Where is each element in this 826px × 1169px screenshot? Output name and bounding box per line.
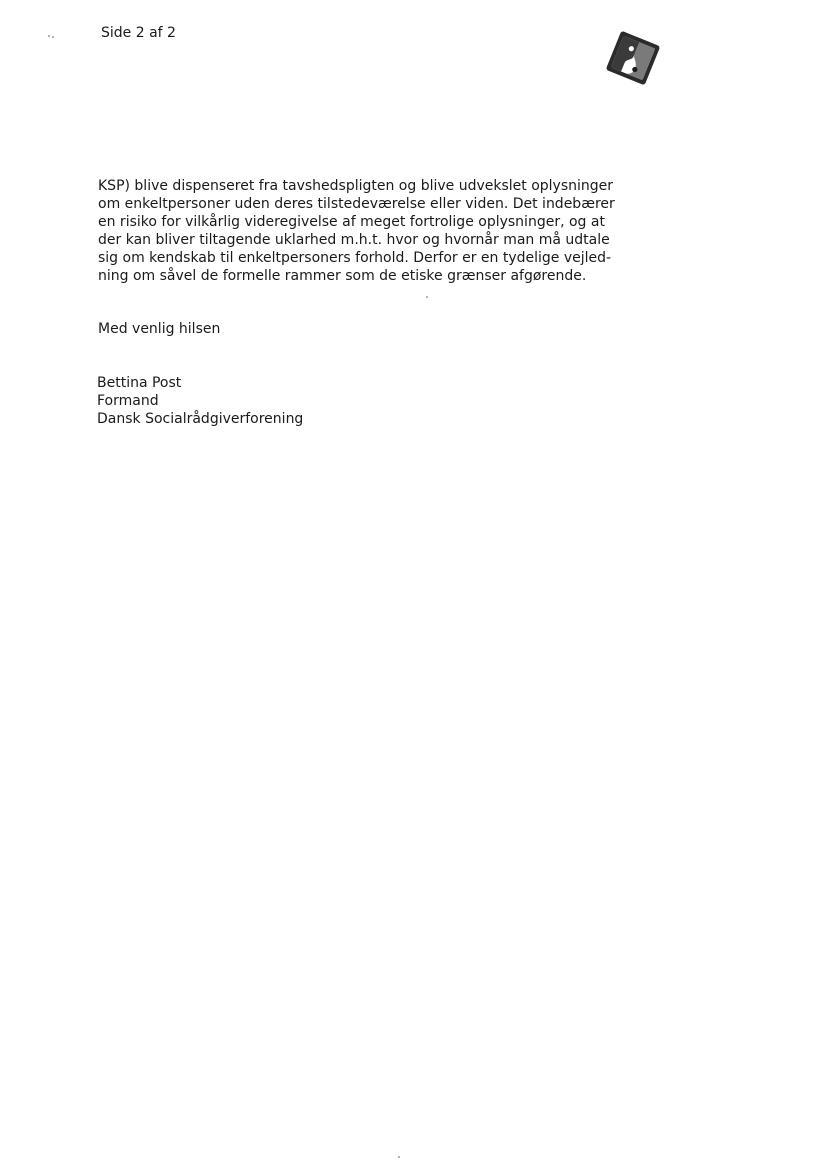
body-line: sig om kendskab til enkeltpersoners forhold. Derfor er en tydelige vejled- <box>98 250 612 266</box>
scan-speck <box>426 296 428 298</box>
scan-speck <box>52 36 54 38</box>
body-line: KSP) blive dispenseret fra tavshedspligten og blive udvekslet oplysninger <box>98 178 614 194</box>
closing-greeting: Med venlig hilsen <box>98 321 221 337</box>
body-line: ning om såvel de formelle rammer som de etiske grænser afgørende. <box>98 268 587 284</box>
body-line: om enkeltpersoner uden deres tilstedeværelse eller viden. Det indebærer <box>98 196 615 212</box>
scan-speck <box>398 1156 400 1158</box>
body-line: der kan bliver tiltagende uklarhed m.h.t. hvor og hvornår man må udtale <box>98 232 610 248</box>
organization-logo-icon <box>600 28 666 88</box>
scan-speck <box>48 35 50 37</box>
signatory-name: Bettina Post <box>97 375 182 391</box>
letter-body <box>98 177 628 285</box>
page-number: Side 2 af 2 <box>101 25 176 41</box>
body-line: en risiko for vilkårlig videregivelse af meget fortrolige oplysninger, og at <box>98 214 605 230</box>
signature-block <box>97 374 303 428</box>
signatory-title: Formand <box>97 393 159 409</box>
signatory-organization: Dansk Socialrådgiverforening <box>97 411 304 427</box>
